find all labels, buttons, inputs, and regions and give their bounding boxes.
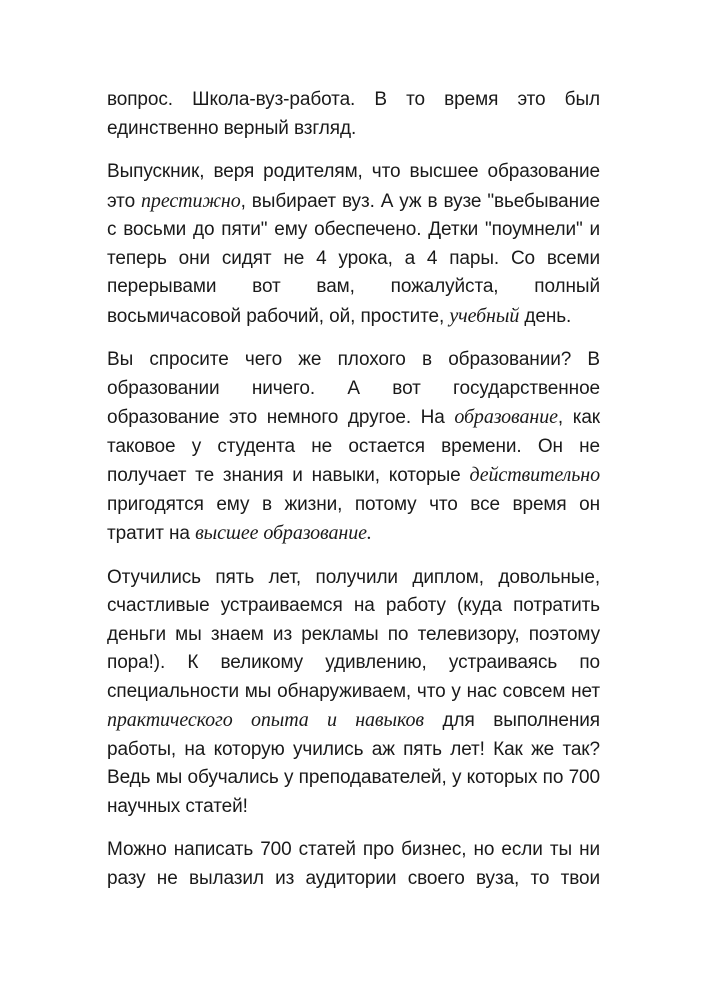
paragraph <box>107 564 600 822</box>
text-run: , как таковое у студента не остается времени. Он не получает те знания и навыки, которые <box>107 407 600 486</box>
italic-text-run: действительно <box>469 464 600 486</box>
text-run: , выбирает вуз. А уж в вузе "вьебывание с восьми до пяти" ему обеспечено. Детки "поумнели" и теперь они сидят не 4 урока, а 4 пары. Со всеми перерывами вот вам, пожалуйста, полный восьмичасовой рабочий, ой, простите, <box>107 190 600 327</box>
paragraph-continued <box>107 836 600 893</box>
paragraph <box>107 346 600 549</box>
text-run: Выпускник, веря родителям, что высшее образование это <box>107 161 600 212</box>
italic-text-run: практического опыта и навыков <box>107 709 424 731</box>
italic-text-run: престижно <box>141 189 241 212</box>
text-run: Отучились пять лет, получили диплом, довольные, счастливые устраиваемся на работу (куда потратить деньги мы знаем из рекламы по телевизору, поэтому пора!). К великому удивлению, устраиваясь по специальности мы обнаруживаем, что у нас совсем нет <box>107 566 600 702</box>
paragraph <box>107 86 600 143</box>
text-run: Можно написать 700 статей про бизнес, но если ты ни разу не вылазил из аудитории своего вуза, то твои <box>107 839 600 889</box>
paragraph <box>107 158 600 331</box>
text-run: вопрос. Школа-вуз-работа. В то время это был единственно верный взгляд. <box>107 89 600 139</box>
italic-text-run: учебный <box>449 304 520 327</box>
italic-text-run: образование <box>454 406 558 428</box>
text-run: Вы спросите чего же плохого в образовании? В образовании ничего. А вот государственное образование это немного другое. На <box>107 349 600 428</box>
document-page <box>107 86 600 908</box>
text-run: пригодятся ему в жизни, потому что все время он тратит на <box>107 493 600 544</box>
text-run: день. <box>519 305 572 327</box>
text-run: для выполнения работы, на которую учились аж пять лет! Как же так? Ведь мы обучались у преподавателей, у которых по 700 научных статей! <box>107 710 600 817</box>
italic-text-run: высшее образование. <box>195 522 372 544</box>
